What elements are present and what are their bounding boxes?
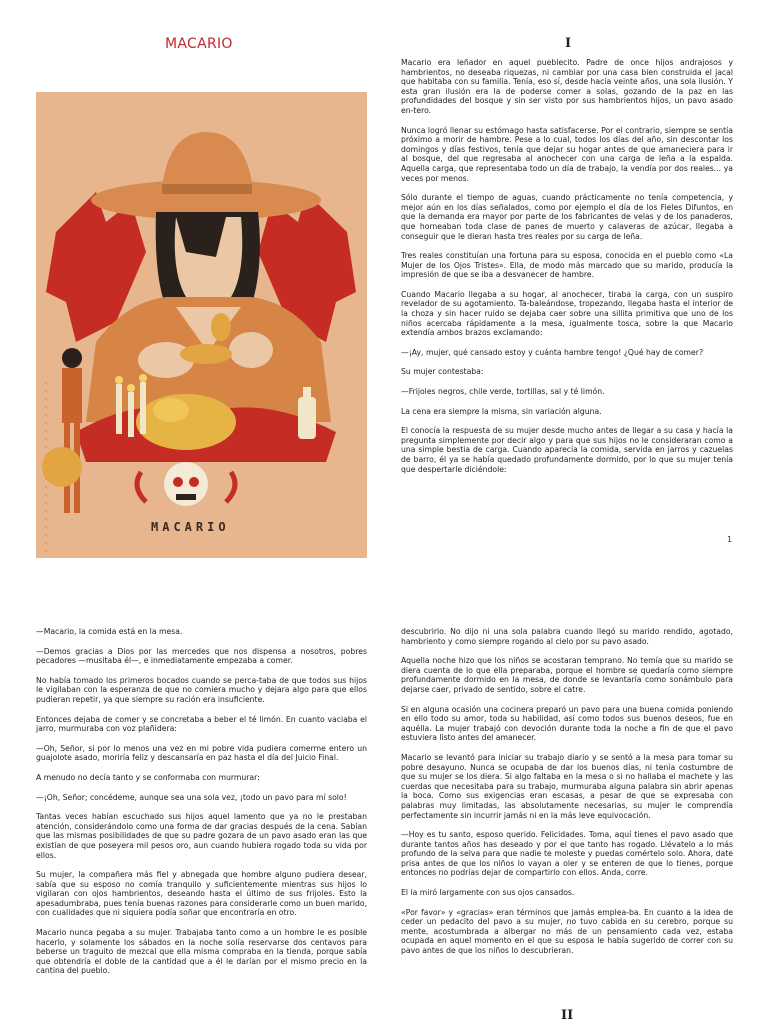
paragraph: Su mujer, la compañera más fiel y abnegada que hombre alguno pudiera desear, sabía que su esposo no comía tranquilo y suficientemente mientras sus hijos lo vigilaran con ojos hambrientos, deseando hasta el último de sus frijoles. Esto la apesadumbraba, pues tenía buenas razones para considerarle como un buen marido, con cualidades que ni siquiera podía soñar que encontraría en otro. (36, 870, 367, 918)
paragraph: El conocía la respuesta de su mujer desde mucho antes de llegar a su casa y hacía la pregunta simplemente por decir algo y para que sus hijos no le consideraran como a una simple bestia de carga. Cuando aparecía la comida, servida en jarros y cazuelas de barro, él ya se había quedado profundamente dormido, por lo que su mujer tenía que despertarle diciéndole: (401, 426, 733, 474)
paragraph: —Hoy es tu santo, esposo querido. Felicidades. Toma, aquí tienes el pavo asado que durante tantos años has deseado y por el que tanto has rogado. Llévatelo a lo más profundo de la selva para que nadie te moleste y puedas comértelo solo. Ahora, date prisa antes de que los niños lo vayan a oler y se enteren de que lo tienes, porque entonces no podrías dejar de compartirlo con ellos. Anda, corre. (401, 830, 733, 878)
paragraph: Tantas veces habían escuchado sus hijos aquel lamento que ya no le prestaban atención, considerándolo como una forma de dar gracias después de la cena. Sabían que las mismas posibilidades de que su padre gozara de un pavo asado eran las que existían de que poseyera mil pesos oro, aun cuando hubiera rogado toda su vida por ellos. (36, 812, 367, 860)
paragraph: Entonces dejaba de comer y se concretaba a beber el té limón. En cuanto vaciaba el jarro, murmuraba con voz plañidera: (36, 714, 367, 734)
paragraph: Macario se levantó para iniciar su trabajo diario y se sentó a la mesa para tomar su pobre desayuno. Nunca se ocupaba de dar los buenos días, ni tenía costumbre de que su mujer se los diera. Si algo faltaba en la mesa o si no hallaba el machete y las cuerdas que necesitaba para su trabajo, murmuraba alguna palabra sin abrir apenas la boca. Como sus exigencias eran escasas, a pesar de que se expresaba con palabras muy limitadas, las absolutamente necesarias, su mujer le comprendía perfectamente sin incurrir jamás ni en la más leve equivocación. (401, 752, 733, 820)
page-2-right-column (401, 627, 733, 966)
paragraph: —¡Oh, Señor; concédeme, aunque sea una sola vez, ¡todo un pavo para mí solo! (36, 792, 347, 802)
paragraph: —Frijoles negros, chile verde, tortillas, sal y té limón. (401, 387, 605, 397)
paragraph: Aquella noche hizo que los niños se acostaran temprano. No temía que su marido se diera cuenta de lo que ella preparaba, porque el hombre se quedaría como siempre profundamente dormido en la mesa, de donde se levantaría como sonámbulo para dejarse caer, privado de sentido, sobre el catre. (401, 656, 733, 694)
paragraph: «Por favor» y «gracias» eran términos que jamás emplea-ba. En cuanto a la idea de ceder un pedacito del pavo a su mujer, no tuvo cabida en su cerebro, porque su mente, acostumbrada a albergar no más de un pensamiento cada vez, estaba ocupada en aquel momento en el que su esposa le había sugerido de correr con su pavo antes de que los niños lo descubrieran. (401, 907, 733, 956)
paragraph: —Demos gracias a Dios por las mercedes que nos dispensa a nosotros, pobres pecadores —musitaba él—, e inmediatamente empezaba a comer. (36, 646, 367, 666)
paragraph: Cuando Macario llegaba a su hogar, al anochecer, tiraba la carga, con un suspiro revelador de su agotamiento. Ta-baleándose, tropezando, llegaba hasta el interior de la choza y sin hacer ruido se dejaba caer sobre una sillita primitiva que uno de los niños acercaba rápidamente a la mesa, igualmente tosca, sobre la que Macario extendía ambos brazos exclamando: (401, 289, 733, 338)
paragraph: La cena era siempre la misma, sin variación alguna. (401, 406, 602, 416)
illustration-caption: MACARIO (151, 520, 230, 534)
paragraph: Macario nunca pegaba a su mujer. Trabajaba tanto como a un hombre le es posible hacerlo, y solamente los sábados en la noche solía reservarse dos centavos para beberse un traguito de mezcal que ella misma compraba en la tienda, porque sabía que obtendría el doble de la cantidad que a él le darían por el mismo precio en la cantina del pueblo. (36, 928, 367, 976)
paragraph: Macario era leñador en aquel pueblecito. Padre de once hijos andrajosos y hambrientos, no deseaba riquezas, ni cambiar por una casa bien construida el jacal que habitaba con su familia. Tenía, eso sí, desde hacía veinte años, una sola ilusión. Y esta gran ilusión era la de poderse comer a solas, gozando de la paz en las profundidades del bosque y sin ser visto por sus hambrientos hijos, un pavo asado en-tero. (401, 58, 733, 115)
paragraph: —Oh, Señor, si por lo menos una vez en mi pobre vida pudiera comerme entero un guajolote asado, moriría feliz y descansaría en paz hasta el día del Juicio Final. (36, 743, 367, 763)
paragraph: A menudo no decía tanto y se conformaba con murmurar: (36, 772, 260, 782)
page-2-left-column (36, 627, 367, 986)
paragraph: —Macario, la comida está en la mesa. (36, 627, 183, 636)
paragraph: Nunca logró llenar su estómago hasta satisfacerse. Por el contrario, siempre se sentía próximo a morir de hambre. Pese a lo cual, todos los días del año, sin descontar los domingos y días festivos, tenía que dejar su hogar antes de que amaneciera para ir al bosque, del que regresaba al anochecer con una carga de leña a la espalda. Aquella carga, que representaba todo un día de trabajo, la vendía por dos reales... ya veces por menos. (401, 125, 733, 183)
story-title: MACARIO (165, 36, 233, 52)
chapter-heading: II (561, 1008, 574, 1023)
paragraph: Sólo durante el tiempo de aguas, cuando prácticamente no tenía competencia, y mejor aún en los días señalados, como por ejemplo el día de los Fieles Difuntos, en que la demanda era mayor por parte de los fabricantes de velas y de los panaderos, que horneaban toda clase de panes de muerto y calaveras de azúcar, llegaba a conseguir que le dieran hasta tres reales por su carga de leña. (401, 193, 733, 241)
paragraph: Tres reales constituían una fortuna para su esposa, conocida en el pueblo como «La Mujer de los Ojos Tristes». Ella, de modo más marcado que su marido, producía la impresión de que se iba a desvanecer de hambre. (401, 251, 733, 280)
page-2 (0, 575, 768, 1024)
paragraph: descubrirlo. No dijo ni una sola palabra cuando llegó su marido rendido, agotado, hambriento y como siempre rogando al cielo por su pavo asado. (401, 627, 733, 646)
cover-illustration (36, 92, 367, 558)
chapter-heading: I (565, 36, 572, 51)
paragraph: —¡Ay, mujer, qué cansado estoy y cuánta hambre tengo! ¿Qué hay de comer? (401, 347, 704, 357)
paragraph: No había tomado los primeros bocados cuando se perca-taba de que todos sus hijos le vigilaban con la esperanza de que no comiera mucho y dejara algo para que ellos pudieran repetir, ya que siempre su ración era insuficiente. (36, 675, 367, 704)
page-1-text-column (401, 58, 733, 484)
paragraph: El la miró largamente con sus ojos cansados. (401, 888, 575, 898)
page-number: 1 (727, 535, 733, 544)
paragraph: Si en alguna ocasión una cocinera preparó un pavo para una buena comida poniendo en ello todo su amor, toda su habilidad, así como todos sus buenos deseos, fue en aquélla. La mujer trabajó con devoción durante toda la noche a fin de que el pavo estuviera listo antes del amanecer. (401, 704, 733, 743)
paragraph: Su mujer contestaba: (401, 367, 484, 377)
